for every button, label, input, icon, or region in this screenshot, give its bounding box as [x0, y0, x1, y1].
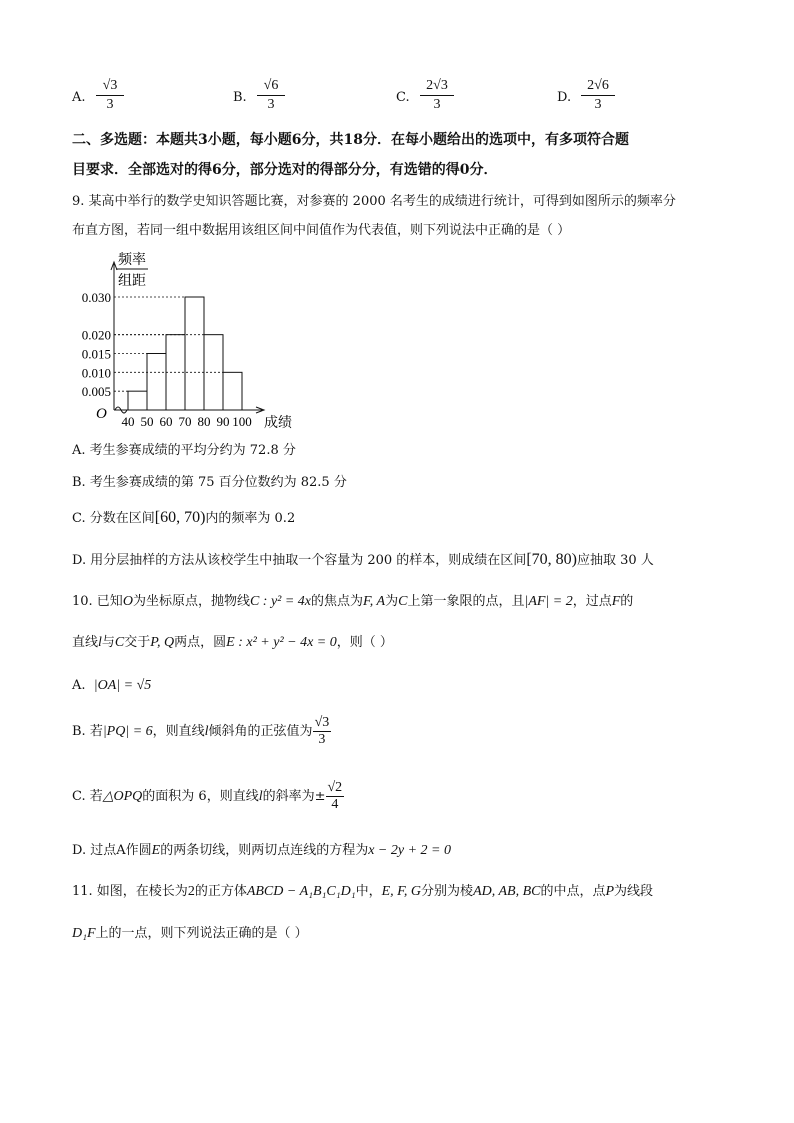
q9-option-d: D. 用分层抽样的方法从该校学生中抽取一个容量为 200 的样本，则成绩在区间[70, 80)应抽取 30 人 — [72, 551, 654, 568]
x-tick-labels — [122, 414, 252, 429]
x-tick-label: 50 — [140, 414, 154, 429]
q10-c-fraction: $\frac{√2}{4}$ — [327, 780, 343, 812]
q9-option-a: A. 考生参赛成绩的平均分约为 72.8 分 — [72, 443, 296, 458]
q10-option-d: D. 过点A作圆E的两条切线，则两切点连线的方程为x − 2y + 2 = 0 — [72, 843, 451, 858]
q10-option-a: A. |OA| = √5 — [72, 678, 152, 693]
q9-stem-line1: 9. 某高中举行的数学史知识答题比赛，对参赛的 2000 名考生的成绩进行统计，可得到如图所示的频率分 — [72, 194, 676, 209]
y-tick-label: 0.015 — [81, 346, 111, 362]
frequency-histogram — [66, 248, 306, 434]
histogram-bar — [223, 372, 242, 410]
q9-option-c: C. 分数在区间[60, 70)内的频率为 0.2 — [72, 509, 296, 526]
y-tick-label: 0.010 — [81, 365, 111, 381]
x-tick-label: 40 — [121, 414, 135, 429]
x-tick-label: 80 — [197, 414, 211, 429]
bars — [128, 297, 242, 410]
q10-stem-line2: 直线l与C交于P, Q两点，圆E : x² + y² − 4x = 0，则（ ） — [72, 635, 393, 650]
y-label-top: 频率 — [118, 253, 146, 268]
origin-label: O — [96, 406, 107, 422]
y-tick-labels — [82, 290, 111, 399]
x-tick-label: 90 — [216, 414, 230, 429]
histogram-bar — [185, 297, 204, 410]
q10-stem-line1: 10. 已知O为坐标原点，抛物线C : y² = 4x的焦点为F, A为C上第一象限的点，且|AF| = 2，过点F的 — [72, 594, 634, 609]
q10-option-b: B. 若|PQ| = 6，则直线l倾斜角的正弦值为 $\frac{√3}{3}$ — [72, 715, 330, 747]
section-header-line1: 二、多选题：本题共3小题，每小题6分，共18分．在每小题给出的选项中，有多项符合题 — [72, 132, 629, 148]
q10-option-c: C. 若△OPQ的面积为 6，则直线l的斜率为± $\frac{√2}{4}$ — [72, 780, 343, 812]
q11-stem-line2: D₁F上的一点，则下列说法正确的是（ ） — [72, 926, 308, 941]
y-label-bottom: 组距 — [118, 274, 146, 289]
y-tick-label: 0.020 — [81, 327, 111, 343]
x-tick-label: 60 — [159, 414, 173, 429]
q9-stem-line2: 布直方图，若同一组中数据用该组区间中间值作为代表值，则下列说法中正确的是（ ） — [72, 223, 571, 238]
y-tick-label: 0.030 — [81, 290, 111, 305]
y-axis-label — [116, 252, 148, 289]
q10-b-fraction: $\frac{√3}{3}$ — [314, 715, 330, 747]
q11-stem-line1: 11. 如图，在棱长为2的正方体ABCD − A₁B₁C₁D₁中，E, F, G分别为棱AD, AB, BC的中点，点P为线段 — [72, 884, 654, 899]
histogram-bar — [147, 354, 166, 411]
x-tick-label: 70 — [178, 414, 192, 429]
x-tick-label: 100 — [232, 414, 252, 429]
x-axis-label: 成绩 — [264, 416, 292, 431]
section-header-line2: 目要求．全部选对的得6分，部分选对的得部分分，有选错的得0分． — [72, 162, 498, 178]
q9-option-b: B. 考生参赛成绩的第 75 百分位数约为 82.5 分 — [72, 475, 347, 490]
y-tick-label: 0.005 — [81, 384, 111, 400]
histogram-bar — [128, 391, 147, 410]
